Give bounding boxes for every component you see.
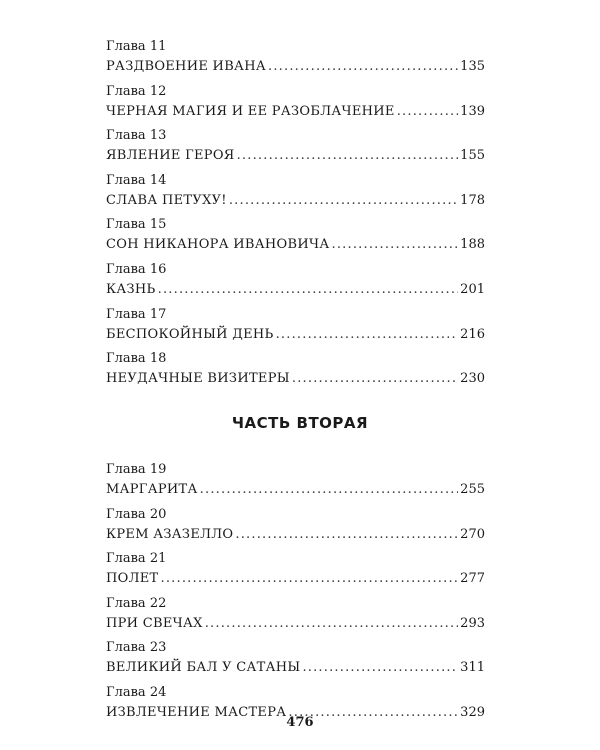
page-number: 135 [460,59,485,74]
page-number: 188 [460,237,485,253]
dot-leader [229,192,458,210]
dot-leader [161,570,459,588]
toc-entry [106,506,485,551]
chapter-title-line [106,326,485,344]
chapter-label: Глава 13 [106,128,167,144]
toc-entry [106,83,485,128]
chapter-title-line [106,615,485,633]
toc-entry [106,639,485,684]
chapter-title-line [106,236,485,254]
dot-leader [292,370,458,388]
page-number: 255 [460,482,485,497]
chapter-title-line [106,192,485,210]
chapter-label: Глава 17 [106,306,167,322]
toc-entry [106,172,485,217]
chapter-title-line [106,147,485,165]
toc-entry [106,306,485,351]
page-folio: 476 [286,715,314,730]
chapter-label: Глава 21 [106,551,167,567]
toc-part-two [106,461,485,729]
toc-entry [106,350,485,395]
chapter-label: Глава 18 [106,351,167,367]
chapter-title: СОН НИКАНОРА ИВАНОВИЧА [106,237,330,253]
chapter-title: МАРГАРИТА [106,482,198,497]
page-number: 139 [460,103,485,119]
toc-entry [106,127,485,172]
chapter-title: ЧЕРНАЯ МАГИЯ И ЕЕ РАЗОБЛАЧЕНИЕ [106,103,395,119]
dot-leader [235,526,458,544]
chapter-label: Глава 14 [106,172,167,188]
chapter-title-line [106,281,485,299]
chapter-title: ВЕЛИКИЙ БАЛ У САТАНЫ [106,660,301,676]
page-number: 277 [460,571,485,587]
chapter-title: КРЕМ АЗАЗЕЛЛО [106,526,234,542]
page-number: 311 [460,660,485,676]
chapter-label: Глава 11 [106,39,167,54]
chapter-label: Глава 20 [106,506,167,522]
chapter-title-line [106,58,485,76]
chapter-title: РАЗДВОЕНИЕ ИВАНА [106,59,266,74]
chapter-title-line [106,570,485,588]
chapter-label: Глава 24 [106,684,167,700]
chapter-title: СЛАВА ПЕТУХУ! [106,192,227,208]
dot-leader [237,147,459,165]
toc-entry [106,550,485,595]
page-number: 270 [460,526,485,542]
page-number: 216 [460,326,485,342]
toc-entry [106,216,485,261]
dot-leader [397,103,458,121]
chapter-label: Глава 23 [106,640,167,656]
dot-leader [158,281,459,299]
chapter-title: ИЗВЛЕЧЕНИЕ МАСТЕРА [106,704,287,720]
chapter-label: Глава 19 [106,462,167,477]
part-two-heading: ЧАСТЬ ВТОРАЯ [231,414,369,432]
chapter-title: ПРИ СВЕЧАХ [106,615,203,631]
chapter-title: ПОЛЕТ [106,571,159,587]
toc-entry [106,461,485,506]
dot-leader [205,615,458,633]
page-number: 293 [460,615,485,631]
dot-leader [200,481,459,499]
chapter-title-line [106,481,485,499]
chapter-title: КАЗНЬ [106,281,156,297]
dot-leader [276,326,459,344]
dot-leader [268,58,458,76]
chapter-label: Глава 15 [106,217,167,233]
toc-part-one [106,38,485,395]
chapter-title: ЯВЛЕНИЕ ГЕРОЯ [106,148,235,164]
chapter-title-line [106,370,485,388]
page-number: 230 [460,371,485,387]
chapter-title-line [106,659,485,677]
chapter-title-line [106,103,485,121]
chapter-title-line [106,526,485,544]
chapter-title: НЕУДАЧНЫЕ ВИЗИТЕРЫ [106,371,290,387]
page-number: 178 [460,192,485,208]
chapter-label: Глава 22 [106,595,167,611]
chapter-label: Глава 16 [106,261,167,277]
toc-entry [106,38,485,83]
chapter-label: Глава 12 [106,83,167,99]
chapter-title: БЕСПОКОЙНЫЙ ДЕНЬ [106,326,274,342]
page-number: 329 [460,704,485,720]
toc-entry [106,261,485,306]
page-number: 201 [460,281,485,297]
page-number: 155 [460,148,485,164]
dot-leader [302,659,458,677]
dot-leader [332,236,459,254]
toc-entry [106,595,485,640]
